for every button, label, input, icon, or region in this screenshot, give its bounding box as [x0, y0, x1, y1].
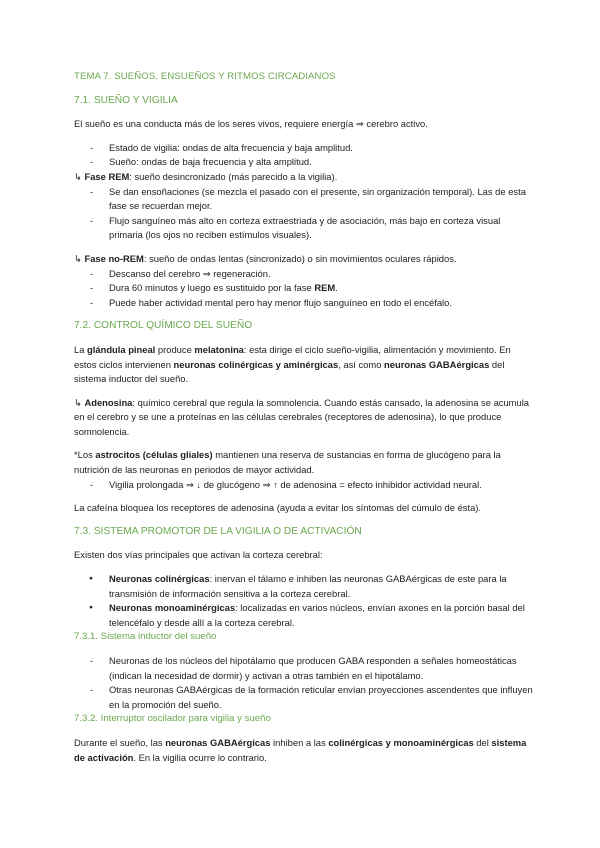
rem-block [74, 170, 534, 243]
paragraph-pathways-intro: Existen dos vías principales que activan la corteza cerebral: [74, 549, 323, 561]
rem-term: Fase REM [84, 170, 130, 182]
section-heading-7-1: 7.1. SUEÑO Y VIGILIA [74, 94, 178, 106]
paragraph-caffeine: La cafeína bloquea los receptores de adenosina (ayuda a evitar los síntomas del cúmulo de ésta). [74, 502, 482, 514]
paragraph-sleep-intro: El sueño es una conducta más de los seres vivos, requiere energía ⇒ cerebro activo. [74, 118, 428, 130]
section-heading-7-2: 7.2. CONTROL QUÍMICO DEL SUEÑO [74, 320, 253, 332]
norem-block [74, 252, 534, 310]
list-item: ● Neuronas monoaminérgicas: localizadas en varios núcleos, envían axones en la porción basal del telencéfalo y desde allí a la corteza cerebral. [74, 601, 534, 630]
list-item: - Neuronas de los núcleos del hipotálamo que producen GABA responden a señales homeostáticas (indican la necesidad de dormir) y activan a otras también en el hipotálamo. [74, 654, 534, 683]
adenosine-term: Adenosina [84, 396, 133, 408]
list-item: - Otras neuronas GABAérgicas de la formación reticular envían proyecciones ascendentes que influyen en la promoción del sueño. [74, 683, 534, 712]
document-page [74, 70, 534, 774]
subsection-heading-7-3-1: 7.3.1. Sistema inductor del sueño [74, 631, 217, 643]
astrocytes-block [74, 448, 534, 492]
list-item: - Estado de vigilia: ondas de alta frecuencia y baja amplitud. [74, 141, 534, 156]
list-item: - Vigilia prolongada ⇒ ↓ de glucógeno ⇒ ↑ de adenosina = efecto inhibidor actividad neural. [74, 478, 534, 493]
paragraph-adenosine: ↳ Adenosina: químico cerebral que regula la somnolencia. Cuando estás cansado, la adenosina se acumula en el cerebro y se une a proteínas en las células cerebrales (receptores de adenosina), lo que produce somnolencia. [74, 396, 530, 437]
list-item: - Flujo sanguíneo más alto en corteza extraestriada y de asociación, más bajo en corteza visual primaria (los ojos no reciben estímulos visuales). [74, 214, 534, 243]
document-title: TEMA 7. SUEÑOS, ENSUEÑOS Y RITMOS CIRCADIANOS [74, 71, 336, 82]
list-item: - Puede haber actividad mental pero hay menor flujo sanguíneo en todo el encéfalo. [74, 296, 534, 311]
rem-list [74, 185, 534, 243]
list-item: ● Neuronas colinérgicas: inervan el tálamo e inhiben las neuronas GABAérgicas de este para la transmisión de información sensitiva a la corteza cerebral. [74, 572, 534, 601]
paragraph-pineal: La glándula pineal produce melatonina: esta dirige el ciclo sueño-vigilia, alimentación y movimiento. En estos ciclos intervienen neuronas colinérgicas y aminérgicas, así como neuronas GABAérgicas del sistema inductor del sueño. [74, 343, 511, 385]
list-item: - Dura 60 minutos y luego es sustituido por la fase REM. [74, 281, 534, 296]
list-item: - Descanso del cerebro ⇒ regeneración. [74, 267, 534, 282]
norem-list [74, 267, 534, 311]
norem-term: Fase no-REM [84, 252, 144, 264]
list-item: - Sueño: ondas de baja frecuencia y alta amplitud. [74, 155, 534, 170]
subsection-heading-7-3-2: 7.3.2. Interruptor oscilador para vigilia y sueño [74, 713, 271, 725]
list-item: - Se dan ensoñaciones (se mezcla el pasado con el presente, sin organización temporal). Las de esta fase se recuerdan mejor. [74, 185, 534, 214]
paragraph-switch: Durante el sueño, las neuronas GABAérgicas inhiben a las colinérgicas y monoaminérgicas del sistema de activación. En la vigilia ocurre lo contrario. [74, 736, 527, 763]
inducer-list [74, 654, 534, 712]
states-list [74, 141, 534, 170]
paragraph-astrocytes: *Los astrocitos (células gliales) mantienen una reserva de sustancias en forma de glucógeno para la nutrición de las neuronas en periodos de mayor actividad. [74, 449, 501, 476]
norem-line: ↳ Fase no-REM: sueño de ondas lentas (sincronizado) o sin movimientos oculares rápidos. [74, 252, 457, 264]
rem-line: ↳ Fase REM: sueño desincronizado (más parecido a la vigilia). [74, 170, 338, 182]
pathways-list [74, 572, 534, 630]
section-heading-7-3: 7.3. SISTEMA PROMOTOR DE LA VIGILIA O DE ACTIVACIÓN [74, 525, 362, 537]
astrocytes-list [74, 478, 534, 493]
